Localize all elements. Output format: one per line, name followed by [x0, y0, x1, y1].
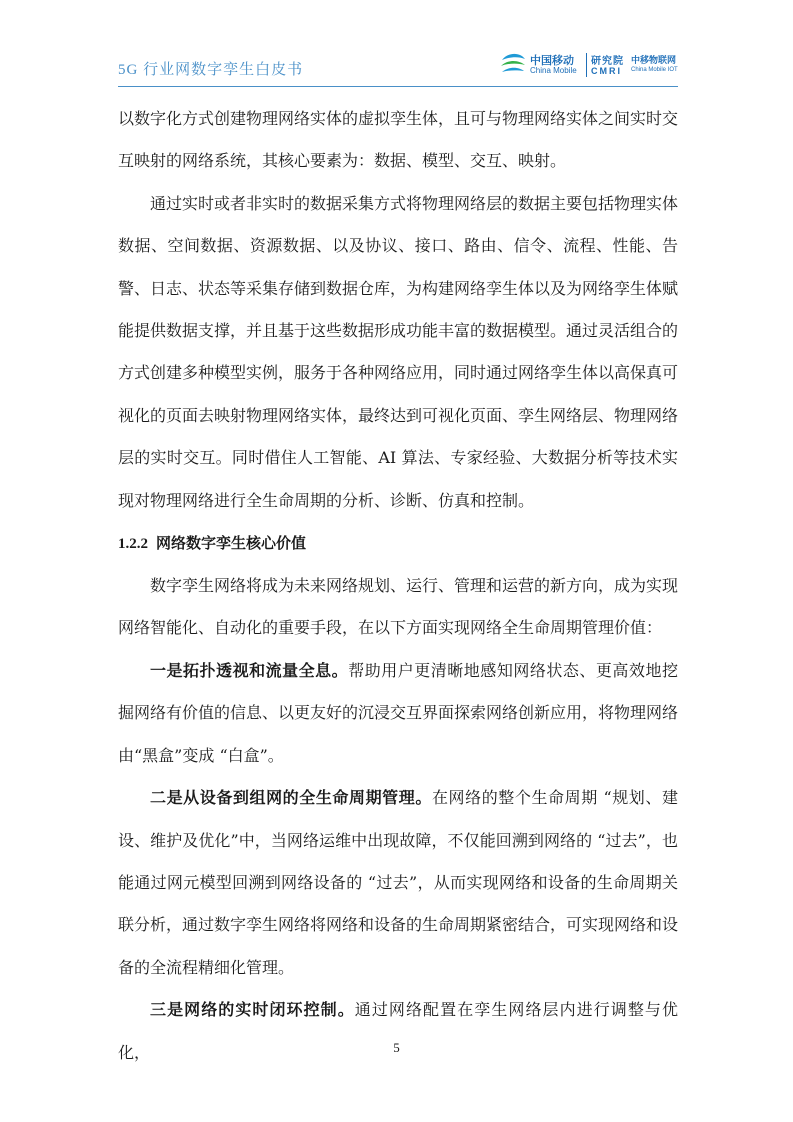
header-title: 5G 行业网数字孪生白皮书 [118, 62, 304, 78]
logo-divider [586, 53, 587, 77]
page-number: 5 [393, 1040, 400, 1055]
section-heading [118, 522, 678, 565]
china-mobile-logo-icon [498, 50, 528, 80]
logo-cmri-en: CMRI [591, 66, 622, 76]
paragraph-4-lead: 一是拓扑透视和流量全息。 [150, 660, 349, 680]
logo-iot-cn: 中移物联网 [631, 55, 677, 65]
logo-cmri-cn: 研究院 [591, 56, 624, 67]
paragraph-5-text: 在网络的整个生命周期 “规划、建设、维护及优化”中，当网络运维中出现故障，不仅能回溯到网络的 “过去”，也能通过网元模型回溯到网络设备的 “过去”，从而实现网络和设备的生命周期关联分析，通过数字孪生网络将网络和设备的生命周期紧密结合，可实现网络和设备的全流程精细化管理。 [118, 788, 679, 977]
paragraph-6-lead: 三是网络的实时闭环控制。 [150, 1000, 355, 1020]
paragraph-3: 数字孪生网络将成为未来网络规划、运行、管理和运营的新方向，成为实现网络智能化、自动化的重要手段，在以下方面实现网络全生命周期管理价值： [118, 576, 679, 638]
paragraph-5 [118, 777, 678, 989]
logo-iot-en: China Mobile IOT [631, 67, 678, 73]
logo-cm-cn: 中国移动 [530, 55, 574, 67]
section-number: 1.2.2 [118, 536, 148, 553]
logo-cm-en: China Mobile [530, 66, 577, 75]
paragraph-4-text: 帮助用户更清晰地感知网络状态、更高效地挖掘网络有价值的信息、以更友好的沉浸交互界面探索网络创新应用，将物理网络由“黑盒”变成 “白盒”。 [118, 660, 679, 765]
paragraph-5-lead: 二是从设备到组网的全生命周期管理。 [150, 788, 432, 808]
paragraph-4 [118, 650, 678, 777]
paragraph-2: 通过实时或者非实时的数据采集方式将物理网络层的数据主要包括物理实体数据、空间数据、资源数据、以及协议、接口、路由、信令、流程、性能、告警、日志、状态等采集存储到数据仓库，为构建网络孪生体以及为网络孪生体赋能提供数据支撑，并且基于这些数据形成功能丰富的数据模型。通过灵活组合的方式创建多种模型实例，服务于各种网络应用，同时通过网络孪生体以高保真可视化的页面去映射物理网络实体，最终达到可视化页面、孪生网络层、物理网络层的实时交互。同时借住人工智能、AI 算法、专家经验、大数据分析等技术实现对物理网络进行全生命周期的分析、诊断、仿真和控制。 [118, 193, 679, 510]
header-divider [118, 86, 678, 87]
section-title: 网络数字孪生核心价值 [156, 534, 307, 553]
page-header [118, 46, 678, 86]
paragraph-6 [118, 989, 678, 1074]
paragraph-6-text: 通过网络配置在孪生网络层内进行调整与优化， [118, 1000, 678, 1062]
paragraph-1: 以数字化方式创建物理网络实体的虚拟孪生体，且可与物理网络实体之间实时交互映射的网络系统，其核心要素为：数据、模型、交互、映射。 [118, 109, 679, 171]
china-mobile-logo [498, 50, 678, 82]
page-content [118, 98, 678, 1074]
